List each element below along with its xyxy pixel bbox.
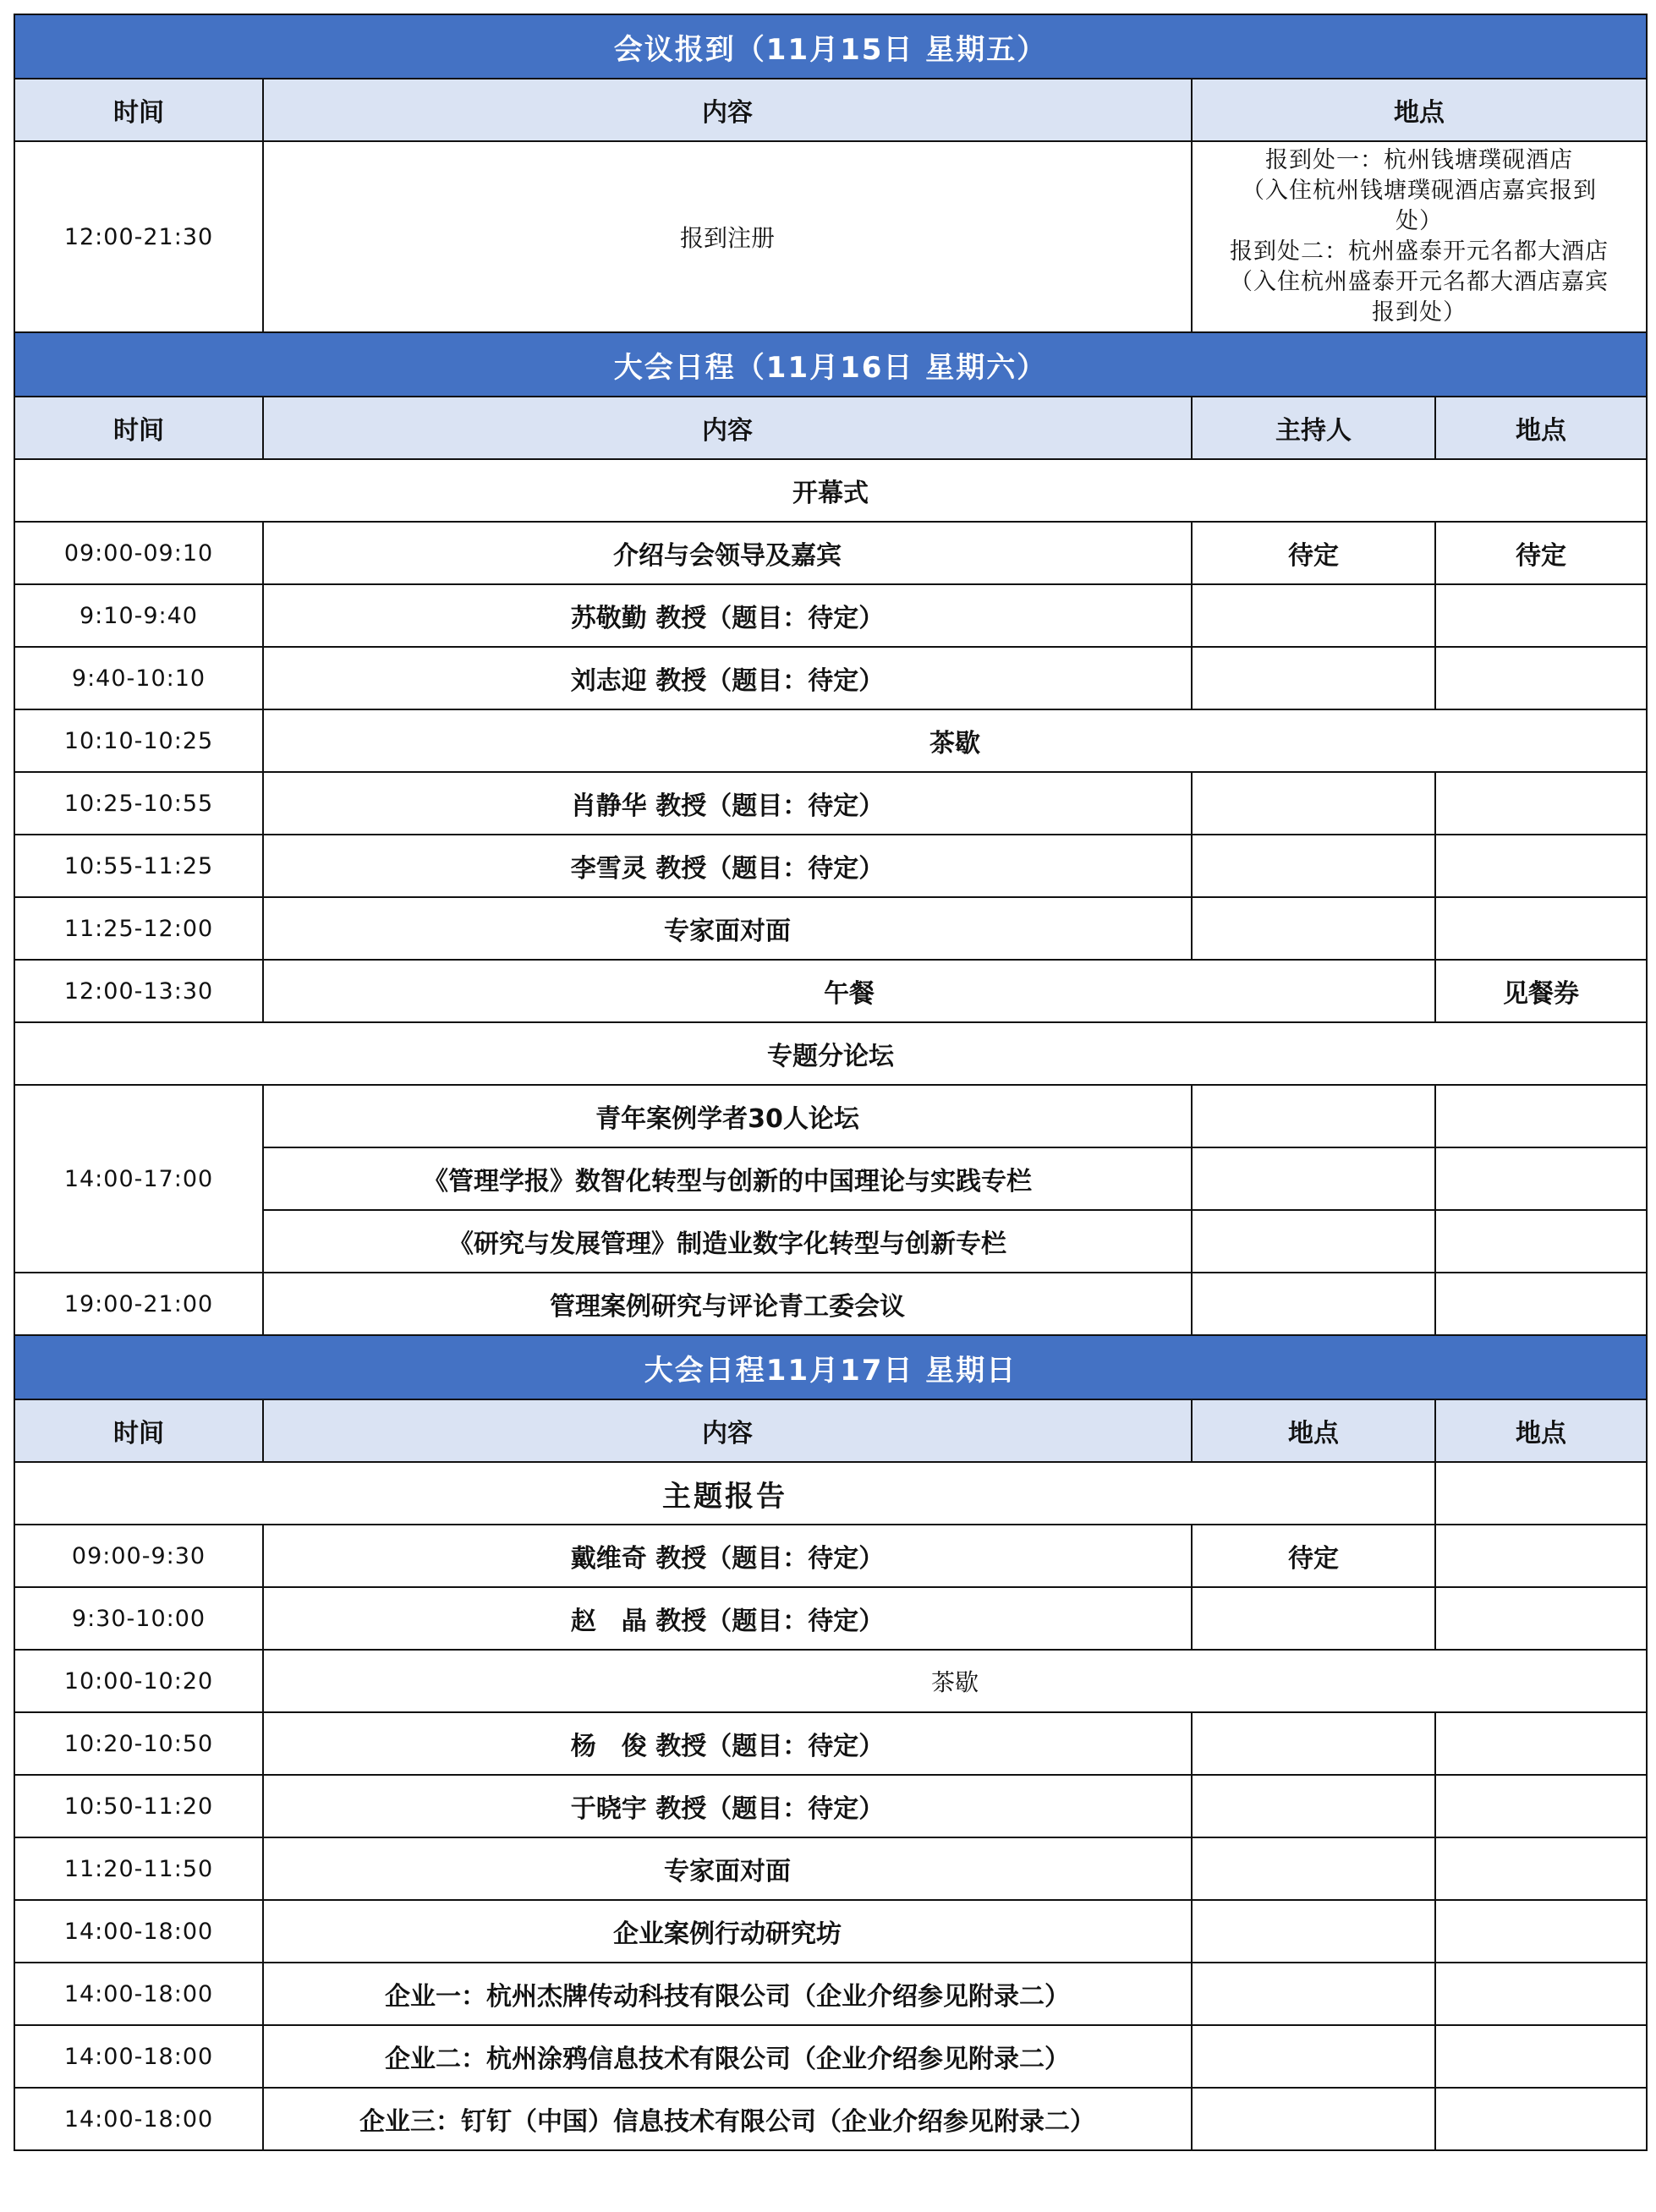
location-line: （入住杭州盛泰开元名都大酒店嘉宾 [1230, 269, 1609, 295]
table-row [14, 897, 1647, 960]
tea-break-cell: 茶歇 [263, 1650, 1647, 1712]
location-cell [1435, 2025, 1647, 2088]
time-cell: 11:25-12:00 [14, 897, 263, 960]
keynote-section-title: 主题报告 [14, 1462, 1435, 1525]
host-cell [1192, 1775, 1435, 1837]
location-cell [1435, 1837, 1647, 1900]
time-cell: 11:20-11:50 [14, 1837, 263, 1900]
content-cell: 青年案例学者30人论坛 [263, 1085, 1192, 1147]
host-cell [1192, 584, 1435, 647]
time-cell: 14:00-18:00 [14, 2025, 263, 2088]
time-cell: 12:00-13:30 [14, 960, 263, 1022]
content-cell: 《管理学报》数智化转型与创新的中国理论与实践专栏 [263, 1147, 1192, 1210]
content-cell: 企业二：杭州涂鸦信息技术有限公司（企业介绍参见附录二） [263, 2025, 1192, 2088]
location-cell [1435, 1963, 1647, 2025]
content-cell: 《研究与发展管理》制造业数字化转型与创新专栏 [263, 1210, 1192, 1273]
location-line: 处） [1396, 208, 1444, 234]
day1-banner: 会议报到（11月15日 星期五） [14, 14, 1647, 79]
section-row [14, 459, 1647, 522]
table-row [14, 1963, 1647, 2025]
content-cell: 赵 晶 教授（题目：待定） [263, 1587, 1192, 1650]
table-row [14, 1085, 1647, 1147]
section-row [14, 1462, 1647, 1525]
location-cell [1435, 1273, 1647, 1335]
location-cell [1435, 1587, 1647, 1650]
schedule-table [14, 14, 1648, 2151]
host-cell [1192, 1587, 1435, 1650]
content-cell: 李雪灵 教授（题目：待定） [263, 835, 1192, 897]
location-line: 报到处二：杭州盛泰开元名都大酒店 [1230, 238, 1609, 265]
host-cell [1192, 647, 1435, 709]
table-row [14, 1587, 1647, 1650]
location-line: 报到处一：杭州钱塘璞砚酒店 [1265, 147, 1574, 173]
header-time: 时间 [14, 397, 263, 459]
time-cell: 12:00-21:30 [14, 141, 263, 332]
header-location: 地点 [1192, 79, 1647, 141]
host-cell [1192, 1273, 1435, 1335]
time-cell: 14:00-18:00 [14, 2088, 263, 2150]
host-cell: 待定 [1192, 1525, 1435, 1587]
host-cell [1192, 1712, 1435, 1775]
day3-banner: 大会日程11月17日 星期日 [14, 1335, 1647, 1399]
host-cell [1192, 2025, 1435, 2088]
location-cell [1435, 1210, 1647, 1273]
table-row [14, 584, 1647, 647]
location-cell [1435, 1147, 1647, 1210]
section-row [14, 1022, 1647, 1085]
time-cell: 9:30-10:00 [14, 1587, 263, 1650]
content-cell: 肖静华 教授（题目：待定） [263, 772, 1192, 835]
time-cell: 09:00-09:10 [14, 522, 263, 584]
time-cell: 10:20-10:50 [14, 1712, 263, 1775]
host-cell [1192, 1837, 1435, 1900]
header-time: 时间 [14, 1399, 263, 1462]
table-row [14, 709, 1647, 772]
location-cell [1435, 1775, 1647, 1837]
location-cell [1435, 647, 1647, 709]
day3-header-row [14, 1399, 1647, 1462]
header-host: 主持人 [1192, 397, 1435, 459]
location-cell [1435, 1525, 1647, 1587]
table-row [14, 1525, 1647, 1587]
location-line: 报到处） [1372, 299, 1467, 326]
location-cell [1435, 1900, 1647, 1963]
host-cell [1192, 1900, 1435, 1963]
header-content: 内容 [263, 79, 1192, 141]
host-cell [1192, 2088, 1435, 2150]
time-cell: 10:55-11:25 [14, 835, 263, 897]
day2-header-row [14, 397, 1647, 459]
host-cell [1192, 1963, 1435, 2025]
opening-ceremony-title: 开幕式 [14, 459, 1647, 522]
time-cell: 10:10-10:25 [14, 709, 263, 772]
registration-location-cell [1192, 141, 1647, 332]
table-row [14, 1712, 1647, 1775]
time-cell: 14:00-18:00 [14, 1900, 263, 1963]
time-cell: 14:00-17:00 [14, 1085, 263, 1273]
host-cell [1192, 772, 1435, 835]
table-row [14, 522, 1647, 584]
time-cell: 10:00-10:20 [14, 1650, 263, 1712]
time-cell: 19:00-21:00 [14, 1273, 263, 1335]
content-cell: 介绍与会领导及嘉宾 [263, 522, 1192, 584]
table-row [14, 772, 1647, 835]
header-location: 地点 [1435, 1399, 1647, 1462]
content-cell: 于晓宇 教授（题目：待定） [263, 1775, 1192, 1837]
content-cell: 企业一：杭州杰牌传动科技有限公司（企业介绍参见附录二） [263, 1963, 1192, 2025]
table-row [14, 1273, 1647, 1335]
table-row [14, 2088, 1647, 2150]
time-cell: 14:00-18:00 [14, 1963, 263, 2025]
host-cell: 待定 [1192, 522, 1435, 584]
tea-break-cell: 茶歇 [263, 709, 1647, 772]
content-cell: 管理案例研究与评论青工委会议 [263, 1273, 1192, 1335]
location-cell [1435, 835, 1647, 897]
host-cell [1192, 1147, 1435, 1210]
content-cell: 企业三：钉钉（中国）信息技术有限公司（企业介绍参见附录二） [263, 2088, 1192, 2150]
content-cell: 企业案例行动研究坊 [263, 1900, 1192, 1963]
table-row [14, 647, 1647, 709]
day2-banner-row [14, 332, 1647, 397]
day2-banner: 大会日程（11月16日 星期六） [14, 332, 1647, 397]
content-cell: 杨 俊 教授（题目：待定） [263, 1712, 1192, 1775]
forum-section-title: 专题分论坛 [14, 1022, 1647, 1085]
header-time: 时间 [14, 79, 263, 141]
table-row [14, 1900, 1647, 1963]
header-content: 内容 [263, 1399, 1192, 1462]
content-cell: 报到注册 [263, 141, 1192, 332]
table-row [14, 960, 1647, 1022]
table-row [14, 1837, 1647, 1900]
location-cell [1435, 1085, 1647, 1147]
header-location: 地点 [1435, 397, 1647, 459]
time-cell: 9:10-9:40 [14, 584, 263, 647]
time-cell: 10:50-11:20 [14, 1775, 263, 1837]
time-cell: 09:00-9:30 [14, 1525, 263, 1587]
day3-banner-row [14, 1335, 1647, 1399]
host-cell [1192, 1085, 1435, 1147]
table-row [14, 1650, 1647, 1712]
host-cell [1192, 835, 1435, 897]
content-cell: 专家面对面 [263, 1837, 1192, 1900]
day1-header-row [14, 79, 1647, 141]
location-cell [1435, 1462, 1647, 1525]
location-line: （入住杭州钱塘璞砚酒店嘉宾报到 [1242, 178, 1598, 204]
table-row [14, 835, 1647, 897]
header-location: 地点 [1192, 1399, 1435, 1462]
time-cell: 10:25-10:55 [14, 772, 263, 835]
location-cell [1435, 2088, 1647, 2150]
location-cell [1435, 1712, 1647, 1775]
table-row [14, 1775, 1647, 1837]
content-cell: 刘志迎 教授（题目：待定） [263, 647, 1192, 709]
day1-registration-row [14, 141, 1647, 332]
content-cell: 苏敬勤 教授（题目：待定） [263, 584, 1192, 647]
location-cell [1435, 584, 1647, 647]
location-cell [1435, 772, 1647, 835]
content-cell: 专家面对面 [263, 897, 1192, 960]
host-cell [1192, 1210, 1435, 1273]
lunch-cell: 午餐 [263, 960, 1435, 1022]
time-cell: 9:40-10:10 [14, 647, 263, 709]
location-cell: 待定 [1435, 522, 1647, 584]
host-cell [1192, 897, 1435, 960]
location-cell: 见餐券 [1435, 960, 1647, 1022]
table-row [14, 2025, 1647, 2088]
location-cell [1435, 897, 1647, 960]
content-cell: 戴维奇 教授（题目：待定） [263, 1525, 1192, 1587]
header-content: 内容 [263, 397, 1192, 459]
day1-banner-row [14, 14, 1647, 79]
